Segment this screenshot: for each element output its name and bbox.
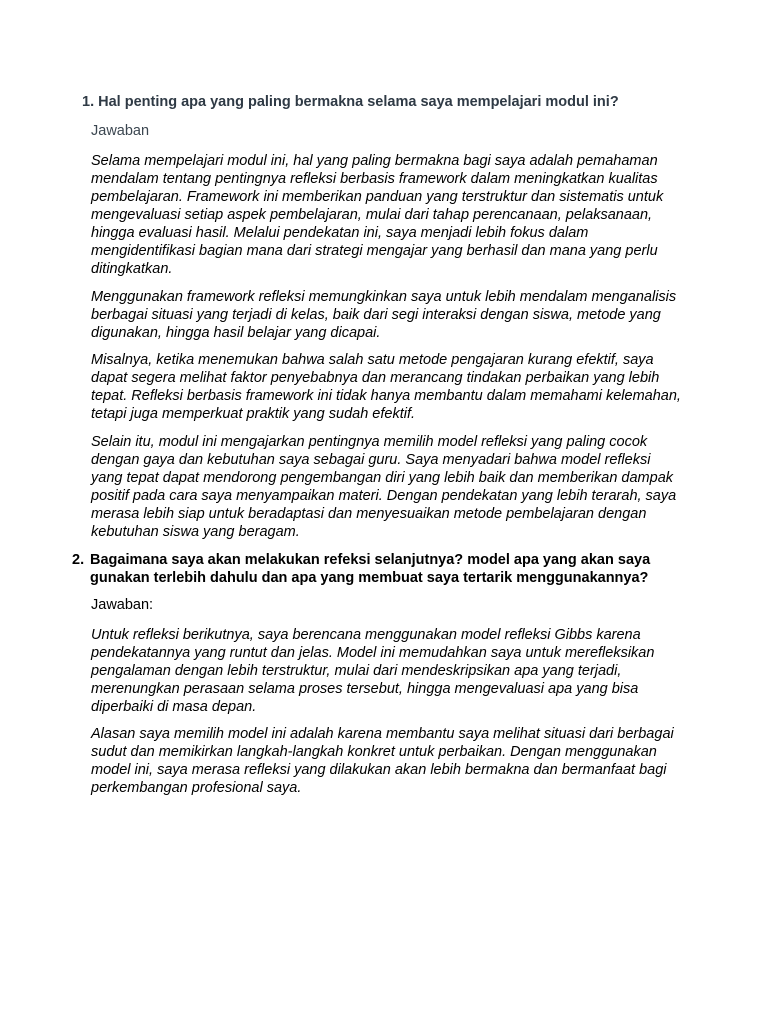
question-1-heading: 1. Hal penting apa yang paling bermakna selama saya mempelajari modul ini? xyxy=(82,94,619,110)
question-1-paragraph-1: Selama mempelajari modul ini, hal yang paling bermakna bagi saya adalah pemahaman mendalam tentang pentingnya refleksi berbasis framework dalam meningkatkan kualitas pembelajaran. Framework ini memberikan panduan yang terstruktur dan sistematis untuk mengevaluasi setiap aspek pembelajaran, mulai dari tahap perencanaan, pelaksanaan, hingga evaluasi hasil. Melalui pendekatan ini, saya menjadi lebih fokus dalam mengidentifikasi bagian mana dari strategi mengajar yang berhasil dan mana yang perlu ditingkatkan. xyxy=(91,153,664,277)
question-1-paragraph-4: Selain itu, modul ini mengajarkan pentingnya memilih model refleksi yang paling cocok dengan gaya dan kebutuhan saya sebagai guru. Saya menyadari bahwa model refleksi yang tepat dapat mendorong pengembangan diri yang lebih baik dan memberikan dampak positif pada cara saya menyampaikan materi. Dengan pendekatan yang lebih terarah, saya merasa lebih siap untuk beradaptasi dan menyesuaikan metode pembelajaran dengan kebutuhan siswa yang beragam. xyxy=(91,434,677,540)
question-2-answer-label: Jawaban: xyxy=(91,597,154,613)
question-2-paragraph-2: Alasan saya memilih model ini adalah karena membantu saya melihat situasi dari berbagai sudut dan memikirkan langkah-langkah konkret untuk perbaikan. Dengan menggunakan model ini, saya merasa refleksi yang dilakukan akan lebih bermakna dan bermanfaat bagi perkembangan profesional saya. xyxy=(91,726,674,796)
question-2-heading-text: Bagaimana saya akan melakukan refeksi selanjutnya? model apa yang akan saya gunakan terlebih dahulu dan apa yang membuat saya tertarik menggunakannya? xyxy=(90,552,651,586)
question-1-paragraph-3: Misalnya, ketika menemukan bahwa salah satu metode pengajaran kurang efektif, saya dapat segera melihat faktor penyebabnya dan merancang tindakan perbaikan yang lebih tepat. Refleksi berbasis framework ini tidak hanya membantu dalam memahami kelemahan, tetapi juga memperkuat praktik yang sudah efektif. xyxy=(91,352,681,422)
question-1-paragraph-2: Menggunakan framework refleksi memungkinkan saya untuk lebih mendalam menganalisis berbagai situasi yang terjadi di kelas, baik dari segi interaksi dengan siswa, metode yang digunakan, hingga hasil belajar yang dicapai. xyxy=(91,289,677,341)
question-2-paragraph-1: Untuk refleksi berikutnya, saya berencana menggunakan model refleksi Gibbs karena pendekatannya yang runtut dan jelas. Model ini memudahkan saya untuk merefleksikan pengalaman dengan lebih terstruktur, mulai dari mendeskripsikan apa yang terjadi, merenungkan perasaan selama proses tersebut, hingga mengevaluasi apa yang bisa diperbaiki di masa depan. xyxy=(91,627,655,715)
question-2-number: 2. xyxy=(72,552,85,568)
question-2-heading xyxy=(72,551,692,587)
question-1-answer-label: Jawaban xyxy=(91,123,150,139)
